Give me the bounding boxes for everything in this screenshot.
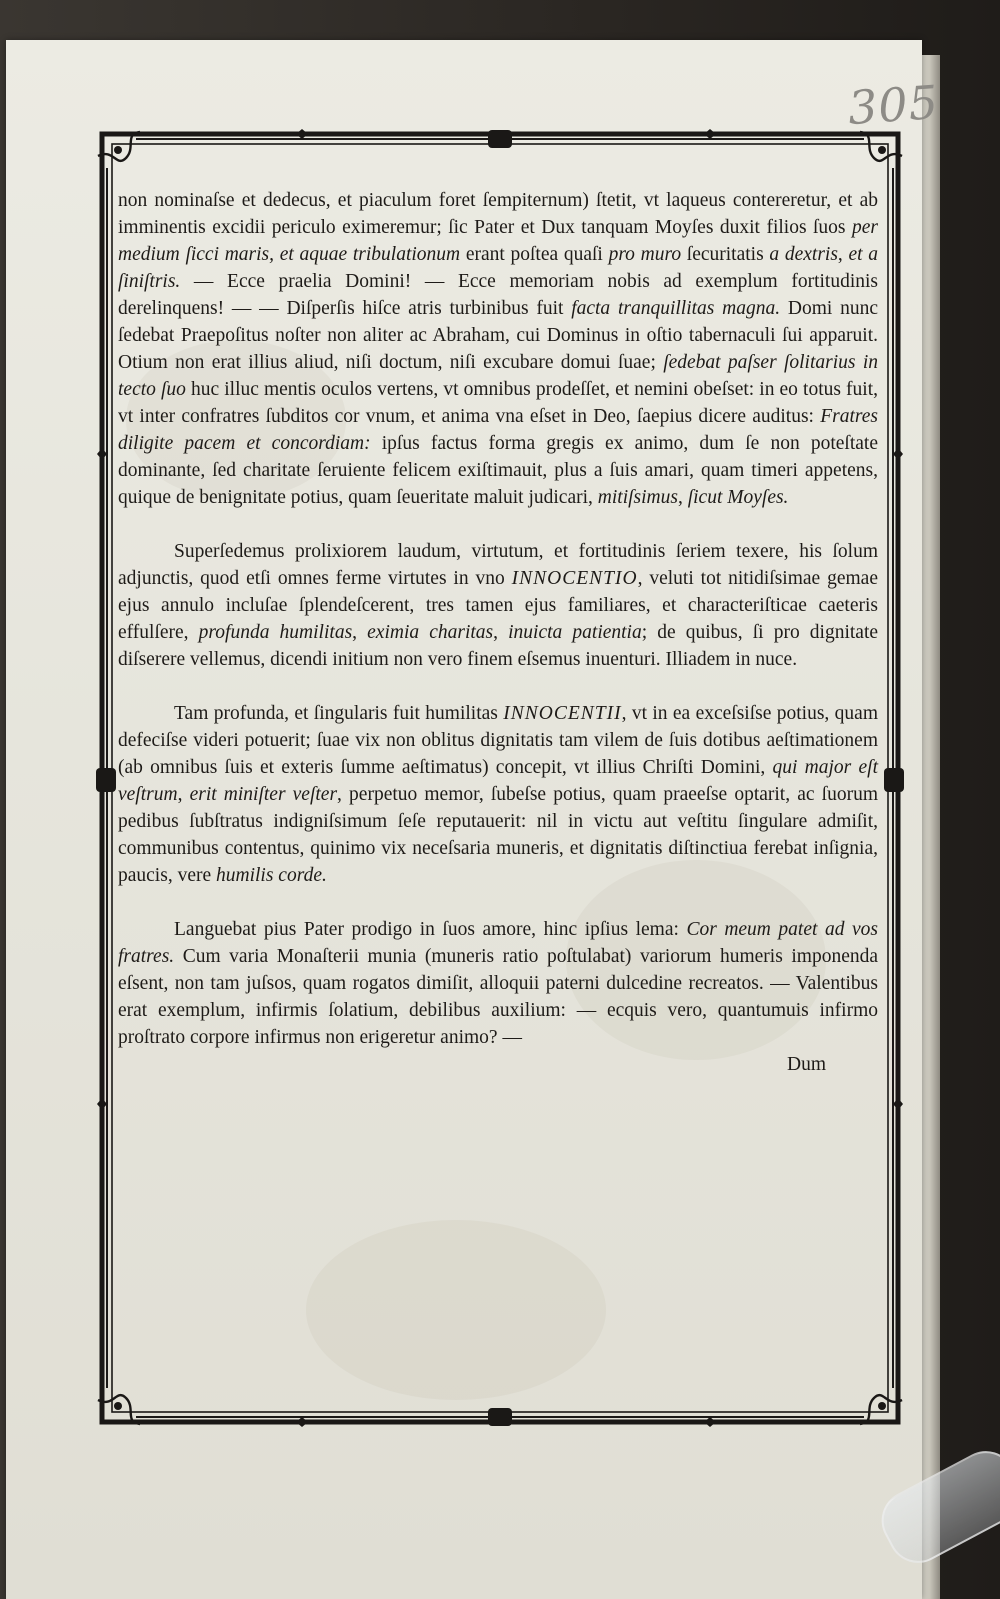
italic-phrase: a dextris [769,244,838,265]
text-run: , vt in ea exceſsiſse potius, quam defeciſse videri potuerit; ſuae vix non oblitus dignitatis tam vilem de ſuis dotibus aeſtimationem (ab omnibus ſuis et exteris ſumme aeſtimatus) concepit, vt illius Chriſti Domini, [118,703,878,778]
folio-number: 305 [846,74,941,136]
text-run: , [177,784,190,805]
text-run: — Ecce praelia Domini! — Ecce memoriam nobis ad exemplum fortitudinis derelinquens! — — Diſperſis hiſce atris turbinibus fuit [118,271,878,319]
italic-phrase: profunda humilitas [198,622,353,643]
text-run: , [837,244,849,265]
italic-phrase: humilis corde. [216,865,327,886]
name-smallcaps: INNOCENTIO [511,568,638,589]
text-run: huc illuc mentis oculos vertens, vt omnibus prodeſſet, et nemini obeſset: in eo totus fuit, vt inter confratres ſubditos cor vnum, et anima vna eſset in Deo, ſaepius dicere auditus: [118,379,878,427]
page-text [118,187,878,1078]
paragraph [118,187,878,511]
name-smallcaps: INNOCENTII [503,703,622,724]
text-run: , perpetuo memor, ſubeſse potius, quam praeeſse optarit, ac ſuorum pedibus ſubſtratus indigniſsimum ſeſe reputauerit: nil in victu aut veſtitu ſingulare admiſit, communibus contentus, quinimo vix neceſsaria muneris, et dignitatis diſtinctiua ferebat inſignia, paucis, vere [118,784,878,886]
text-run: Languebat pius Pater prodigo in ſuos amore, hinc ipſius lema: [174,919,687,940]
paragraph [118,916,878,1051]
text-run: , veluti tot nitidiſsimae gemae ejus annulo incluſae ſplendeſcerent, tres tamen ejus familiares, et characteriſticae caeteris effulſere, [118,568,878,643]
text-run: ipſus factus forma gregis ex animo, dum ſe non poteſtate dominante, ſed charitate ſeruiente felicem exiſtimauit, plus a ſuis amari, quam timeri appetens, quique de benignitate potius, quam ſeueritate maluit judicari, [118,433,878,508]
paragraph [118,700,878,889]
paragraph [118,538,878,673]
text-run: ; de quibus, ſi pro dignitate diſserere vellemus, dicendi initium non vero finem eſsemus inuenturi. Illiadem in nuce. [118,622,879,670]
text-run: Superſedemus prolixiorem laudum, virtutum, et fortitudinis ſeriem texere, his ſolum adjunctis, quod etſi omnes ferme virtutes in vno [118,541,878,589]
italic-phrase: facta tranquillitas magna. [571,298,781,319]
text-run: , [493,622,509,643]
text-run: Cum varia Monaſterii munia (muneris ratio poſtulabat) variorum humeris imponenda eſsent, non tam juſsos, quam rogatos dimiſit, alloquii paterni dulcedine recreatos. — Valentibus erat exemplum, infirmis ſolatium, debilibus auxilium: — ecquis vero, quantumuis infirmo proſtrato corpore infirmus non erigeretur animo? — [118,946,878,1048]
italic-phrase: qui major eſt veſtrum [118,757,879,805]
italic-phrase: ſedebat paſser ſolitarius in tecto ſuo [118,352,878,400]
text-run: , [352,622,368,643]
italic-phrase: erit miniſter veſter [189,784,338,805]
text-run: Tam profunda, et ſingularis fuit humilitas [174,703,504,724]
text-run: erant poſtea quaſi [460,244,609,265]
catchword: Dum [787,1054,826,1075]
text-run: Domi nunc ſedebat Praepoſitus noſter non aliter ac Abraham, cui Dominus in oſtio tabernaculi ſui apparuit. Otium non erat illius aliud, niſi doctum, niſi excubare domui ſuae; [118,298,878,373]
italic-phrase: et a ſiniſtris. [118,244,879,292]
text-run: , [677,487,688,508]
italic-phrase: eximia charitas [367,622,494,643]
italic-phrase: inuicta patientia [508,622,642,643]
italic-phrase: Fratres diligite pacem et concordiam: [118,406,878,454]
text-run: non nominaſse et dedecus, et piaculum foret ſempiternum) ſtetit, vt laqueus contereretur, et ab imminentis excidii periculo eximeremur; ſic Pater et Dux tanquam Moyſes duxit filios ſuos [118,190,878,238]
italic-phrase: ſicut Moyſes. [687,487,789,508]
italic-phrase: per medium ſicci maris, et aquae tribulationum [118,217,878,265]
text-run: ſecuritatis [681,244,770,265]
italic-phrase: pro muro [608,244,682,265]
italic-phrase: mitiſsimus [597,487,678,508]
italic-phrase: Cor meum patet ad vos fratres. [118,919,878,967]
